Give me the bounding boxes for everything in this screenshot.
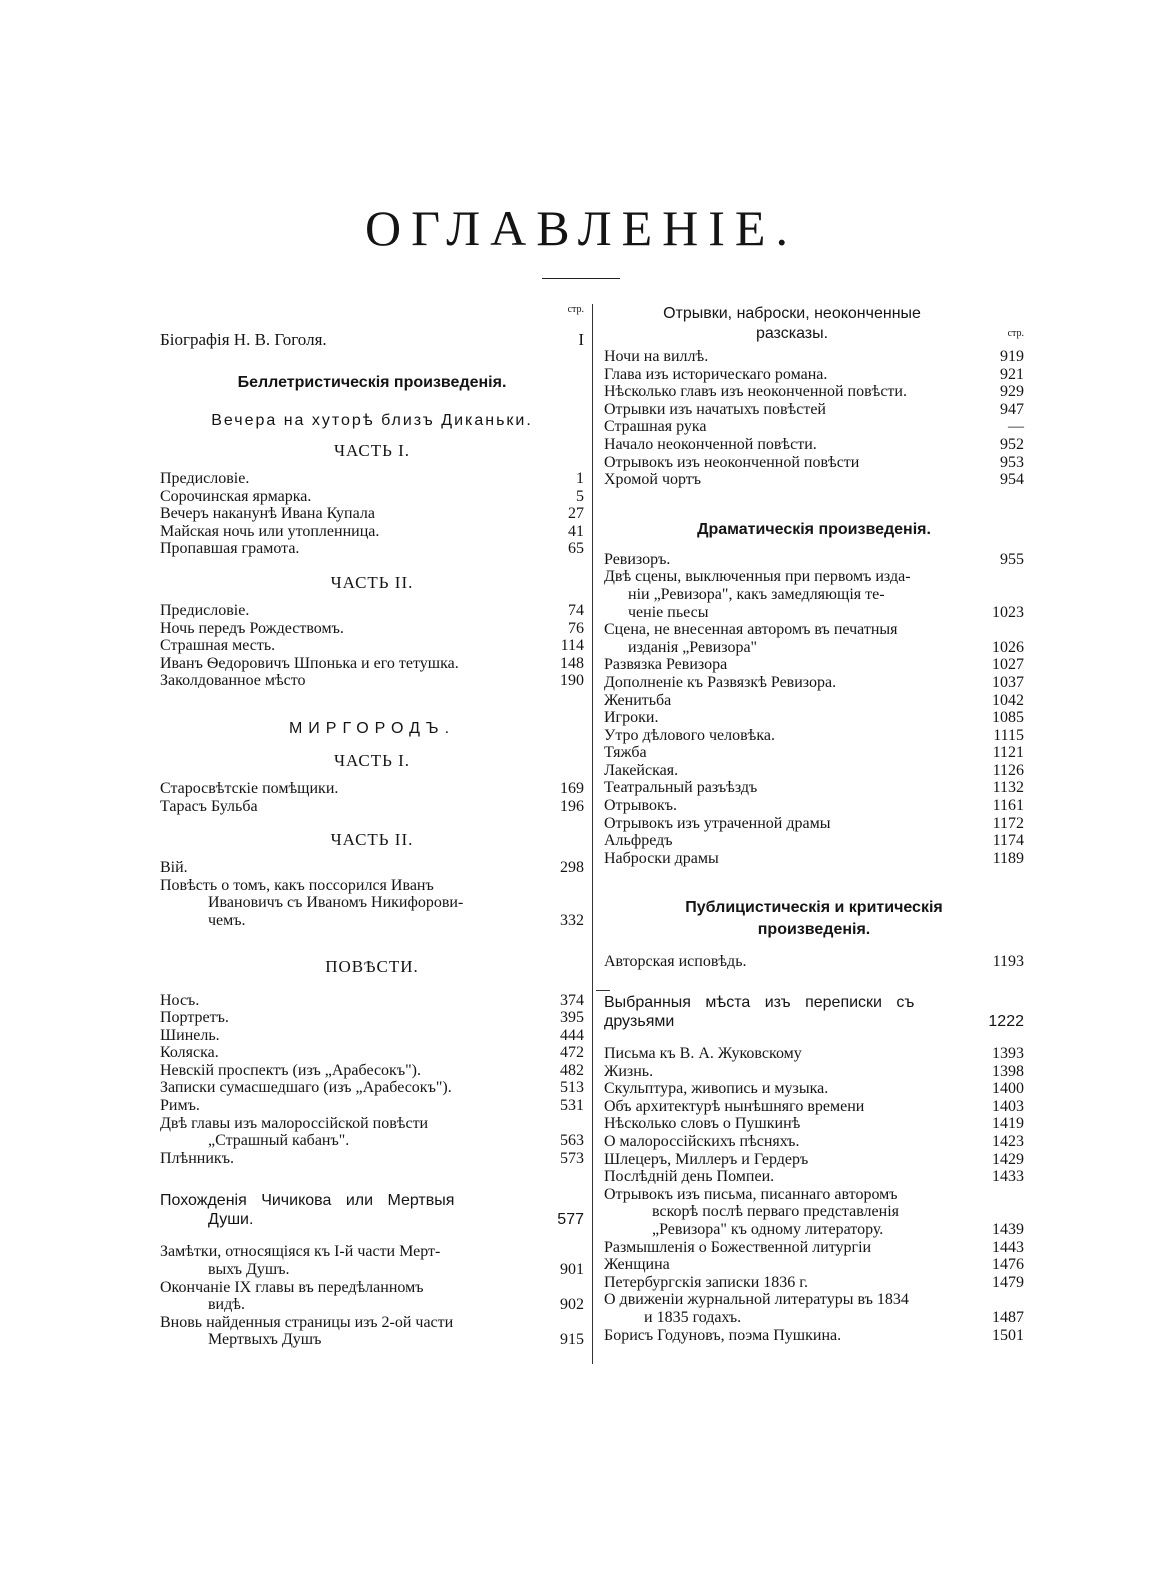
toc-entry-page: 1393 [992,1045,1024,1063]
toc-entry-title: Петербургскія записки 1836 г. [604,1273,809,1291]
toc-entry-continuation [604,586,1024,604]
toc-entry-page: 919 [1000,348,1024,365]
toc-entry-page: 1476 [992,1256,1024,1274]
toc-entry-title: друзьями [604,1013,675,1031]
toc-entry[interactable] [604,709,1024,727]
toc-entry[interactable] [160,620,584,638]
toc-entry[interactable] [160,798,584,816]
toc-entry-title: Сорочинская ярмарка. [160,487,312,505]
section-heading-publicistic-line2: произведенія. [757,921,871,939]
toc-entry-page: 902 [560,1296,584,1314]
toc-entry-title: Похожденія Чичикова или Мертвыя [160,1192,455,1210]
toc-entry-title: Наброски драмы [604,849,719,867]
toc-entry-title: Отрывокъ. [604,797,677,815]
toc-entry[interactable] [604,471,1024,489]
toc-entry-title: Пропавшая грамота. [160,540,300,558]
toc-entry[interactable] [160,505,584,523]
toc-entry-title: Авторская исповѣдь. [604,953,747,971]
toc-entry-title: Театральный разъѣздъ [604,779,758,797]
toc-entry-page: 298 [560,859,584,877]
toc-entry-title: Начало неоконченной повѣсти. [604,435,817,453]
toc-entry-continuation [160,1296,584,1314]
page-column-label: стр. [567,304,584,315]
toc-entry-page: 921 [1000,365,1024,383]
toc-entry-title: „Страшный кабанъ". [208,1132,350,1150]
toc-entry-multiline[interactable] [160,1243,584,1261]
toc-entry[interactable] [604,815,1024,833]
toc-entry-page: 1026 [992,638,1024,656]
toc-entry-title: Дополненіе къ Развязкѣ Ревизора. [604,673,837,691]
toc-entry-title: видѣ. [208,1296,245,1314]
toc-entry-page: 1193 [992,953,1024,971]
toc-entry-page: 1479 [992,1273,1024,1291]
toc-entry[interactable] [160,780,584,798]
toc-entry[interactable] [604,744,1024,762]
toc-entry-title: Мертвыхъ Душъ [208,1331,322,1349]
toc-entry-biography[interactable] [160,330,584,350]
toc-entry-page: 901 [560,1261,584,1279]
toc-entry-title: Страшная месть. [160,637,276,655]
subsection-heading-povesti: ПОВѢСТИ. [325,956,419,976]
toc-entry-page: 1189 [992,849,1024,867]
toc-entry-page: 573 [560,1149,584,1167]
toc-entry-page: 929 [1000,383,1024,401]
toc-entry-title: Души. [208,1211,254,1229]
toc-entry-title: Нѣсколько словъ о Пушкинѣ [604,1115,801,1133]
toc-entry-title: Отрывокъ изъ утраченной драмы [604,814,831,832]
toc-entry[interactable] [160,540,584,558]
toc-entry-title: вскорѣ послѣ перваго представленія [652,1203,899,1221]
toc-entry-page: 1174 [992,832,1024,850]
toc-entry-page: 1126 [992,761,1024,779]
toc-entry-title: Вновь найденныя страницы изъ 2-ой части [160,1313,454,1331]
toc-entry-page: — [1008,418,1024,436]
toc-entry-page: 1487 [992,1308,1024,1326]
toc-entry-page: 1042 [992,691,1024,709]
toc-entry-title: Вечеръ наканунѣ Ивана Купала [160,505,375,523]
toc-entry[interactable] [604,1327,1024,1345]
toc-entry-multiline[interactable] [160,877,584,895]
toc-entry-page: 1023 [992,603,1024,621]
toc-entry-page: 395 [560,1009,584,1027]
title-rule [542,278,620,279]
toc-entry-page: 1132 [992,779,1024,797]
toc-entry-title: Тарасъ Бульба [160,797,258,815]
page-title: ОГЛАВЛЕНІЕ. [365,200,798,256]
toc-entry[interactable] [604,850,1024,868]
toc-entry-title: Заколдованное мѣсто [160,672,306,690]
toc-entry[interactable] [160,1062,584,1080]
toc-entry[interactable] [160,637,584,655]
toc-entry-page: 1400 [992,1080,1024,1098]
toc-entry-selected-passages[interactable] [604,993,1024,1012]
toc-entry[interactable] [604,832,1024,850]
toc-entry-page: 1085 [992,709,1024,727]
toc-entry-title: Женитьба [604,691,672,709]
section-heading-excerpts [604,304,1024,324]
toc-entry-page: 1429 [992,1150,1024,1168]
section-heading-excerpts-line2 [604,324,1024,344]
toc-entry-title: Предисловіе. [160,470,250,487]
toc-entry-title: Ревизоръ. [604,550,671,568]
toc-entry-page: 954 [1000,471,1024,489]
toc-entry-title: Объ архитектурѣ нынѣшняго времени [604,1097,865,1115]
toc-entry-title: Плѣнникъ. [160,1149,234,1167]
toc-entry-page: 1172 [992,814,1024,832]
toc-entry-page: 169 [560,779,584,797]
toc-entry-title: Старосвѣтскіе помѣщики. [160,779,339,797]
toc-entry[interactable] [160,1044,584,1062]
toc-entry-title: Нѣсколько главъ изъ неоконченной повѣсти. [604,383,907,401]
toc-entry-title: Предисловіе. [160,601,250,619]
toc-entry-page: 1419 [992,1115,1024,1133]
toc-entry-title: Біографія Н. В. Гоголя. [160,330,327,349]
toc-entry-dead-souls[interactable] [160,1191,584,1210]
toc-entry[interactable] [604,1063,1024,1081]
toc-entry-multiline[interactable] [160,1314,584,1332]
toc-entry-title: чемъ. [208,911,246,929]
toc-entry[interactable] [160,859,584,877]
toc-entry-continuation [160,1331,584,1349]
toc-entry[interactable] [604,674,1024,692]
toc-entry-title: О движеніи журнальной литературы въ 1834 [604,1291,909,1309]
toc-entry-title: Замѣтки, относящіяся къ I-й части Мерт- [160,1243,441,1261]
toc-entry-page: 65 [568,540,584,558]
toc-entry-title: Послѣдній день Помпеи. [604,1168,775,1186]
toc-entry[interactable] [604,551,1024,569]
column-divider [592,304,593,1364]
toc-entry[interactable] [604,797,1024,815]
toc-entry-continuation [160,1210,584,1229]
toc-entry-page: 5 [576,487,584,505]
toc-entry-page: 76 [568,619,584,637]
toc-entry-title: Тяжба [604,744,647,762]
page-column-label: стр. [1007,328,1024,339]
toc-entry-title: Хромой чортъ [604,471,702,489]
toc-entry-title: О малороссійскихъ пѣсняхъ. [604,1133,800,1150]
toc-entry-page: 41 [568,522,584,540]
toc-entry-continuation [604,1309,1024,1327]
toc-entry-page: 148 [560,654,584,672]
toc-entry-title: Записки сумасшедшаго (изъ „Арабесокъ"). [160,1079,452,1097]
toc-entry-continuation [160,1261,584,1279]
part-heading: ЧАСТЬ II. [330,572,414,592]
toc-entry-page: 1037 [992,673,1024,691]
toc-entry[interactable] [160,1027,584,1045]
toc-entry-page: 1161 [992,797,1024,815]
toc-entry-page: 1403 [992,1097,1024,1115]
toc-entry-page: 1423 [992,1133,1024,1150]
toc-entry-multiline[interactable] [160,1279,584,1297]
toc-entry-page: 472 [560,1044,584,1062]
toc-entry[interactable] [604,436,1024,454]
toc-entry[interactable] [604,953,1024,971]
toc-entry-page: 953 [1000,453,1024,471]
left-column [160,304,584,1349]
toc-entry-title: Ивановичъ съ Иваномъ Никифорови- [208,894,464,912]
toc-entry-page: 196 [560,797,584,815]
toc-entry-page: 27 [568,505,584,523]
part-heading: ЧАСТЬ I. [333,750,411,770]
toc-entry-multiline[interactable] [604,1186,1024,1204]
section-heading-publicistic: Публицистическія и критическія [685,899,943,917]
toc-entry-page: 513 [560,1079,584,1097]
toc-entry-page: 190 [560,672,584,690]
toc-entry-title: „Ревизора" къ одному литератору. [652,1220,884,1238]
toc-entry[interactable] [604,1168,1024,1186]
toc-entry-title: Женщина [604,1256,670,1274]
toc-entry-title: Иванъ Ѳедоровичъ Шпонька и его тетушка. [160,654,459,672]
toc-entry-title: Двѣ главы изъ малороссійской повѣсти [160,1114,429,1132]
toc-entry-page: 1222 [988,1013,1024,1031]
toc-entry-title: Жизнь. [604,1062,654,1080]
toc-entry-page: 915 [560,1331,584,1349]
toc-entry-title: ченіе пьесы [628,603,709,621]
toc-entry-page: 1027 [992,656,1024,674]
toc-entry-page: 482 [560,1061,584,1079]
toc-entry[interactable] [604,1098,1024,1116]
toc-entry-title: Невскій проспектъ (изъ „Арабесокъ"). [160,1061,421,1079]
toc-entry[interactable] [160,655,584,673]
toc-entry-title: и 1835 годахъ. [644,1308,742,1326]
toc-entry-title: Майская ночь или утопленница. [160,522,380,540]
toc-entry-continuation [604,1221,1024,1239]
toc-entry-page: 1439 [992,1220,1024,1238]
toc-entry[interactable] [160,992,584,1010]
toc-entry[interactable] [604,1256,1024,1274]
toc-entry[interactable] [604,366,1024,384]
toc-entry-title: Двѣ сцены, выключенныя при первомъ изда- [604,568,911,586]
toc-entry[interactable] [604,1045,1024,1063]
toc-entry-page: 374 [560,991,584,1009]
toc-entry-page: I [578,330,584,349]
toc-entry-title: Игроки. [604,709,659,727]
toc-entry-multiline[interactable] [604,568,1024,586]
toc-entry[interactable] [160,523,584,541]
toc-entry-page: 531 [560,1097,584,1115]
toc-entry[interactable] [604,727,1024,745]
toc-entry-title: Страшная рука [604,418,707,436]
toc-entry[interactable] [604,1239,1024,1257]
toc-entry[interactable] [604,762,1024,780]
toc-entry-page: 1501 [992,1326,1024,1344]
toc-entry-page: 1433 [992,1168,1024,1186]
toc-entry-title: Борисъ Годуновъ, поэма Пушкина. [604,1326,842,1344]
toc-entry[interactable] [604,1151,1024,1169]
section-heading-drama: Драматическія произведенія. [697,520,931,538]
toc-entry[interactable] [160,672,584,690]
part-heading: ЧАСТЬ I. [333,441,411,460]
toc-entry[interactable] [604,1080,1024,1098]
toc-entry-page: 74 [568,601,584,619]
toc-entry-title: Альфредъ [604,832,673,850]
toc-entry-title: Вій. [160,859,188,877]
toc-entry-page: 955 [1000,550,1024,568]
toc-entry-title: Портретъ. [160,1009,229,1027]
toc-entry-title: Ночь передъ Рождествомъ. [160,619,344,637]
toc-entry[interactable] [604,656,1024,674]
toc-entry[interactable] [604,1133,1024,1151]
toc-entry-title: изданія „Ревизора" [628,638,758,656]
subsection-heading-dikanka: Вечера на хуторѣ близъ Диканьки. [211,412,533,429]
toc-entry-title: Размышленія о Божественной литургіи [604,1238,872,1256]
toc-entry-title: Отрывки изъ начатыхъ повѣстей [604,400,826,418]
toc-entry-page: 1 [576,470,584,487]
toc-entry-title: Скульптура, живопись и музыка. [604,1080,829,1098]
toc-entry[interactable] [604,779,1024,797]
toc-entry-continuation [160,894,584,912]
toc-entry-title: Сцена, не внесенная авторомъ въ печатныя [604,621,898,639]
toc-entry-page: 563 [560,1132,584,1150]
toc-entry-title: Развязка Ревизора [604,656,728,674]
toc-entry-title: Окончаніе IX главы въ передѣланномъ [160,1278,424,1296]
toc-entry-page: 952 [1000,435,1024,453]
toc-entry[interactable] [604,1115,1024,1133]
toc-entry-page: 1443 [992,1238,1024,1256]
toc-entry-page: 1115 [993,726,1024,744]
toc-entry[interactable] [604,401,1024,419]
toc-entry[interactable] [160,1150,584,1168]
toc-entry-continuation [604,1203,1024,1221]
toc-entry[interactable] [604,692,1024,710]
section-heading-belles-lettres: Беллетристическія произведенія. [237,374,507,391]
toc-entry[interactable] [160,470,584,488]
toc-entry-title: Шинель. [160,1026,220,1044]
toc-entry-page: 1121 [992,744,1024,762]
toc-entry[interactable] [604,454,1024,472]
toc-entry-page: 577 [557,1211,584,1229]
toc-entry-page: 114 [560,637,584,655]
subsection-heading-mirgorod: МИРГОРОДЪ. [288,719,456,737]
toc-entry-title: Носъ. [160,991,200,1009]
toc-entry-title: Отрывокъ изъ неоконченной повѣсти [604,453,860,471]
toc-entry[interactable] [160,1097,584,1115]
toc-entry[interactable] [604,348,1024,366]
toc-entry[interactable] [160,488,584,506]
heading-line: разсказы. [755,325,829,342]
toc-entry-title: Отрывокъ изъ письма, писаннаго авторомъ [604,1185,898,1203]
toc-entry[interactable] [160,602,584,620]
toc-entry-multiline[interactable] [160,1115,584,1133]
toc-entry-continuation [604,1012,1024,1031]
toc-entry-title: Выбранныя мѣста изъ переписки съ [604,994,915,1012]
toc-entry-multiline[interactable] [604,621,1024,639]
toc-entry-title: выхъ Душъ. [208,1261,290,1279]
toc-entry-continuation [160,1132,584,1150]
toc-entry-page: 1398 [992,1062,1024,1080]
toc-entry-title: Римъ. [160,1097,200,1115]
heading-line: Отрывки, наброски, неоконченные [663,305,921,322]
toc-entry-multiline[interactable] [604,1291,1024,1309]
toc-entry-continuation [160,912,584,930]
toc-entry-title: Письма къ В. А. Жуковскому [604,1045,802,1063]
toc-entry-page: 444 [560,1026,584,1044]
toc-entry[interactable] [604,418,1024,436]
toc-entry-continuation [604,604,1024,622]
toc-entry[interactable] [604,1274,1024,1292]
right-column [604,304,1024,1344]
part-heading: ЧАСТЬ II. [330,830,414,850]
toc-entry-title: Лакейская. [604,761,679,779]
toc-entry-page: 332 [560,911,584,929]
toc-entry[interactable] [604,383,1024,401]
toc-entry[interactable] [160,1009,584,1027]
toc-entry[interactable] [160,1079,584,1097]
toc-entry-title: Утро дѣлового человѣка. [604,726,775,744]
toc-entry-title: Коляска. [160,1044,219,1062]
toc-entry-title: Глава изъ историческаго романа. [604,365,828,383]
toc-entry-title: Ночи на виллѣ. [604,348,709,365]
toc-entry-continuation [604,639,1024,657]
toc-entry-page: 947 [1000,400,1024,418]
toc-entry-title: Повѣсть о томъ, какъ поссорился Иванъ [160,876,434,894]
toc-entry-title: Шлецеръ, Миллеръ и Гердеръ [604,1150,809,1168]
toc-entry-title: ніи „Ревизора", какъ замедляющія те- [628,585,885,603]
